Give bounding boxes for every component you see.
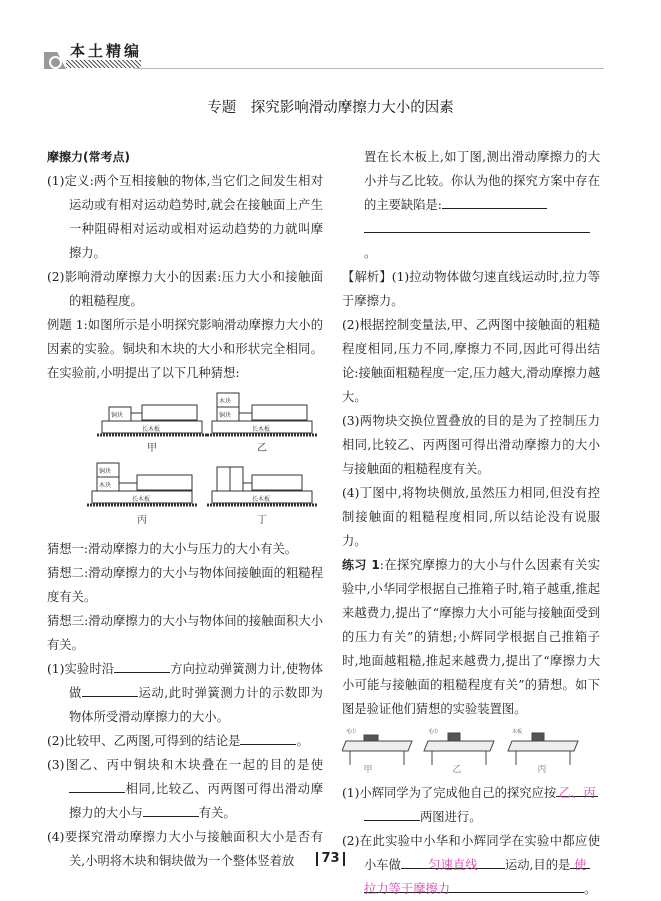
q3-text: 相同,比较乙、丙两图可得出滑动摩擦力的大小与 — [69, 782, 323, 820]
figure-label-bing: 丙 — [537, 765, 547, 775]
p1-blank[interactable] — [364, 805, 420, 821]
page-number — [0, 851, 661, 866]
practice-figure — [342, 727, 592, 775]
question-4: (4)要探究滑动摩擦力大小与接触面积大小是否有关,小明将木块和铜块做为一个整体竖着放 — [47, 830, 323, 868]
copper-label: 铜块 — [219, 412, 232, 419]
board-label: 长木板 — [142, 426, 161, 433]
wood-label: 木块 — [99, 482, 112, 489]
copper-label: 铜块 — [111, 412, 124, 419]
surface-label: 毛巾 — [428, 729, 439, 735]
q2-blank[interactable] — [240, 729, 296, 745]
p2-answer-motion[interactable]: 匀速直线 — [401, 853, 505, 869]
p1-answer[interactable]: 乙、丙 — [556, 781, 598, 797]
analysis-3: (3)两物块交换位置叠放的目的是为了控制压力相同,比较乙、丙两图可得出滑动摩擦力的大小与接触面的粗糙程度有关。 — [342, 414, 600, 476]
page-title: 专题 探究影响滑动摩擦力大小的因素 — [207, 100, 454, 116]
board-label: 长木板 — [252, 496, 271, 503]
surface-label: 毛巾 — [346, 729, 357, 735]
q3-blank-2[interactable] — [143, 801, 199, 817]
right-column — [342, 145, 600, 901]
q3-text: (3)图乙、丙中铜块和木块叠在一起的目的是使 — [47, 758, 323, 772]
page-number-text: 73 — [321, 851, 340, 866]
q1-text: 方向拉动弹簧测力计,使物体做 — [69, 662, 323, 700]
figure-label-jia: 甲 — [363, 765, 373, 775]
p2-end: 。 — [584, 882, 597, 896]
q2-text: 。 — [296, 734, 309, 748]
p1-text: (1)小辉同学为了完成他自己的探究应按 — [342, 786, 557, 800]
question-4-continued — [342, 145, 600, 265]
p2-text: (2)在此实验中小华和小辉同学在实验中都应使小车做 — [342, 834, 600, 872]
question-2 — [47, 729, 323, 753]
question-3 — [47, 753, 323, 825]
q4-text: 置在长木板上,如丁图,测出滑动摩擦力的大小并与乙比较。你认为他的探究方案中存在的主要缺陷是: — [364, 150, 600, 212]
p2-answer-purpose-b[interactable]: 拉力等于摩擦力 — [364, 877, 584, 893]
figure-label-yi: 乙 — [452, 765, 462, 775]
wood-label: 木块 — [219, 398, 232, 405]
p2-text: 运动,目的是 — [504, 858, 571, 872]
factors: (2)影响滑动摩擦力大小的因素:压力大小和接触面的粗糙程度。 — [47, 270, 323, 308]
q1-blank-motion[interactable] — [82, 681, 138, 697]
definition: (1)定义:两个互相接触的物体,当它们之间发生相对运动或有相对运动趋势时,就会在接触面上产生一种阻碍相对运动或相对运动趋势的力就叫摩擦力。 — [47, 174, 323, 260]
q4-end: 。 — [364, 246, 377, 260]
q4-blank-1[interactable] — [442, 193, 547, 209]
practice-question-1 — [342, 781, 600, 829]
q2-text: (2)比较甲、乙两图,可得到的结论是 — [47, 734, 241, 748]
q3-blank-1[interactable] — [69, 777, 125, 793]
header-hatch-decoration — [66, 60, 141, 68]
practice-text: :在探究摩擦力的大小与什么因素有关实验中,小华同学根据自己推箱子时,箱子越重,推起来越费力,提出了“摩擦力大小可能与接触面受到的压力有关”的猜想;小辉同学根据自己推箱子时,地面越粗糙,推起来越费力,提出了“摩擦力大小可能与接触面的粗糙程度有关”的猜想。如下图是验证他们猜想的实验装置图。 — [342, 558, 600, 716]
q3-text: 有关。 — [198, 806, 236, 820]
question-1 — [47, 657, 323, 729]
figure-label-bing: 丙 — [137, 515, 147, 526]
header-rule — [134, 68, 604, 69]
header-ring-icon — [49, 56, 62, 69]
page-number-bar — [343, 852, 345, 866]
experiment-figure — [47, 391, 323, 531]
p2-answer-purpose-a[interactable]: 使 — [570, 853, 590, 869]
practice-label: 练习 1 — [342, 558, 380, 572]
board-label: 长木板 — [252, 426, 271, 433]
surface-label: 木板 — [512, 729, 523, 735]
q1-text: 运动,此时弹簧测力计的示数即为物体所受滑动摩擦力的大小。 — [69, 686, 323, 724]
page-number-bar — [316, 852, 318, 866]
practice-1 — [342, 553, 600, 721]
figure-label-jia: 甲 — [147, 443, 157, 454]
figure-label-yi: 乙 — [257, 443, 267, 454]
analysis-2: (2)根据控制变量法,甲、乙两图中接触面的粗糙程度相同,压力不同,摩擦力不同,因此可得出结论:接触面粗糙程度一定,压力越大,滑动摩擦力越大。 — [342, 318, 600, 404]
analysis-4: (4)丁图中,将物块侧放,虽然压力相同,但没有控制接触面的粗糙程度相同,所以结论没有说服力。 — [342, 486, 600, 548]
page-header — [44, 40, 604, 70]
example-question: 例题 1:如图所示是小明探究影响滑动摩擦力大小的因素的实验。铜块和木块的大小和形状完全相同。在实验前,小明提出了以下几种猜想: — [47, 318, 323, 380]
guess-3: 猜想三:滑动摩擦力的大小与物体间的接触面积大小有关。 — [47, 614, 323, 652]
figure-label-ding: 丁 — [257, 515, 267, 526]
q1-blank-direction[interactable] — [114, 657, 170, 673]
guess-2: 猜想二:滑动摩擦力的大小与物体间接触面的粗糙程度有关。 — [47, 566, 323, 604]
board-label: 长木板 — [132, 496, 151, 503]
q1-text: (1)实验时沿 — [47, 662, 115, 676]
copper-label: 铜块 — [99, 468, 112, 475]
left-column — [47, 145, 323, 873]
q4-blank-2[interactable] — [364, 217, 590, 233]
p1-text: 两图进行。 — [420, 810, 482, 824]
guess-1: 猜想一:滑动摩擦力的大小与压力的大小有关。 — [47, 542, 298, 556]
header-brand: 本土精编 — [70, 42, 143, 60]
analysis-1: 【解析】(1)拉动物体做匀速直线运动时,拉力等于摩擦力。 — [342, 270, 600, 308]
section-heading: 摩擦力(常考点) — [47, 150, 130, 164]
